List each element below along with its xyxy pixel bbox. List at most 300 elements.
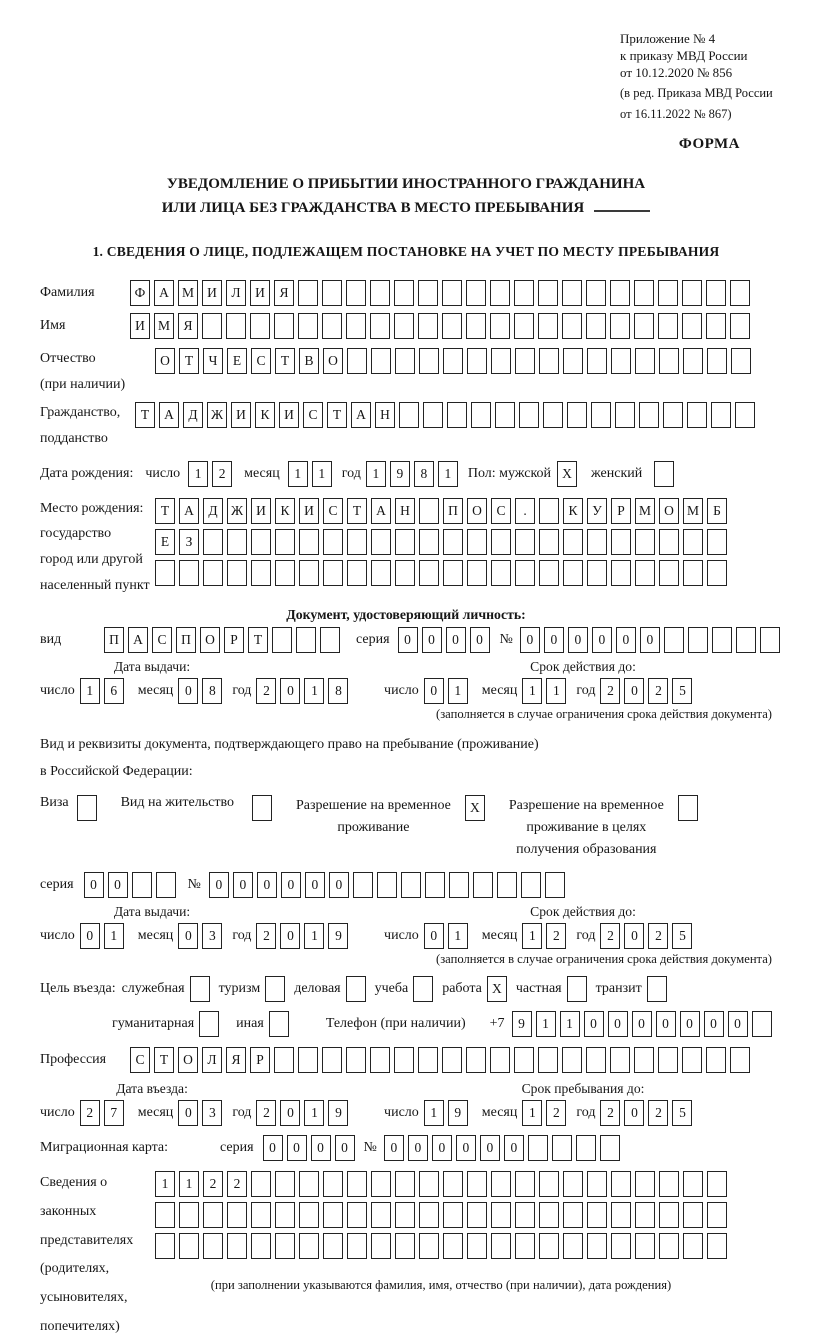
char-box[interactable]: С (152, 627, 172, 653)
char-box[interactable] (707, 529, 727, 555)
char-box[interactable] (299, 1171, 319, 1197)
char-box[interactable] (683, 1171, 703, 1197)
char-box[interactable] (683, 560, 703, 586)
char-box[interactable]: 0 (311, 1135, 331, 1161)
char-box[interactable]: 0 (178, 923, 198, 949)
char-box[interactable] (370, 1047, 390, 1073)
char-box[interactable]: П (176, 627, 196, 653)
char-box[interactable] (322, 280, 342, 306)
char-box[interactable] (371, 529, 391, 555)
char-box[interactable] (545, 872, 565, 898)
char-box[interactable] (634, 313, 654, 339)
char-box[interactable]: 0 (624, 923, 644, 949)
char-box[interactable] (730, 280, 750, 306)
char-box[interactable] (587, 1171, 607, 1197)
char-box[interactable] (539, 1171, 559, 1197)
char-box[interactable] (275, 1202, 295, 1228)
char-box[interactable] (730, 1047, 750, 1073)
char-box[interactable]: 2 (600, 923, 620, 949)
char-box[interactable] (298, 1047, 318, 1073)
char-box[interactable] (543, 402, 563, 428)
char-box[interactable] (615, 402, 635, 428)
char-box[interactable] (659, 1202, 679, 1228)
char-box[interactable] (687, 402, 707, 428)
char-box[interactable]: 0 (408, 1135, 428, 1161)
char-box[interactable]: А (351, 402, 371, 428)
char-box[interactable] (611, 529, 631, 555)
char-box[interactable] (371, 560, 391, 586)
char-box[interactable]: И (251, 498, 271, 524)
char-box[interactable]: 1 (179, 1171, 199, 1197)
char-box[interactable] (683, 1233, 703, 1259)
char-box[interactable]: 1 (546, 678, 566, 704)
char-box[interactable] (298, 313, 318, 339)
char-box[interactable] (515, 1233, 535, 1259)
char-box[interactable]: М (154, 313, 174, 339)
char-box[interactable]: 1 (448, 678, 468, 704)
char-box[interactable] (515, 1202, 535, 1228)
char-box[interactable] (735, 402, 755, 428)
char-box[interactable] (635, 348, 655, 374)
char-box[interactable]: 1 (188, 461, 208, 487)
char-box[interactable] (347, 560, 367, 586)
char-box[interactable]: 0 (592, 627, 612, 653)
char-box[interactable]: 1 (424, 1100, 444, 1126)
char-box[interactable] (203, 560, 223, 586)
char-box[interactable] (586, 313, 606, 339)
char-box[interactable] (682, 280, 702, 306)
char-box[interactable]: 1 (104, 923, 124, 949)
char-box[interactable] (418, 280, 438, 306)
char-box[interactable]: Я (274, 280, 294, 306)
char-box[interactable] (563, 529, 583, 555)
char-box[interactable] (203, 529, 223, 555)
char-box[interactable] (663, 402, 683, 428)
char-box[interactable]: 0 (432, 1135, 452, 1161)
char-box[interactable] (563, 1202, 583, 1228)
char-box[interactable]: Н (395, 498, 415, 524)
char-box[interactable]: 0 (233, 872, 253, 898)
char-box[interactable] (370, 280, 390, 306)
char-box[interactable]: 8 (328, 678, 348, 704)
char-box[interactable]: 0 (178, 1100, 198, 1126)
char-box[interactable]: 9 (328, 923, 348, 949)
char-box[interactable] (202, 313, 222, 339)
char-box[interactable] (514, 313, 534, 339)
char-box[interactable]: 2 (212, 461, 232, 487)
char-box[interactable] (227, 1233, 247, 1259)
char-box[interactable]: 0 (398, 627, 418, 653)
char-box[interactable] (371, 1202, 391, 1228)
char-box[interactable]: Д (203, 498, 223, 524)
char-box[interactable] (299, 1233, 319, 1259)
char-box[interactable]: М (178, 280, 198, 306)
char-box[interactable] (563, 560, 583, 586)
char-box[interactable] (395, 348, 415, 374)
char-box[interactable]: 1 (304, 1100, 324, 1126)
char-box[interactable] (647, 976, 667, 1002)
char-box[interactable] (419, 560, 439, 586)
char-box[interactable] (634, 1047, 654, 1073)
char-box[interactable]: 5 (672, 678, 692, 704)
char-box[interactable] (419, 498, 439, 524)
char-box[interactable] (251, 529, 271, 555)
char-box[interactable] (635, 1171, 655, 1197)
char-box[interactable] (251, 1233, 271, 1259)
char-box[interactable] (395, 1202, 415, 1228)
char-box[interactable]: 7 (104, 1100, 124, 1126)
char-box[interactable]: Т (347, 498, 367, 524)
char-box[interactable] (515, 1171, 535, 1197)
char-box[interactable]: 1 (288, 461, 308, 487)
char-box[interactable]: 1 (560, 1011, 580, 1037)
char-box[interactable]: К (255, 402, 275, 428)
char-box[interactable] (471, 402, 491, 428)
char-box[interactable] (587, 529, 607, 555)
char-box[interactable] (682, 1047, 702, 1073)
char-box[interactable] (226, 313, 246, 339)
char-box[interactable] (600, 1135, 620, 1161)
char-box[interactable]: 0 (568, 627, 588, 653)
char-box[interactable]: Ж (207, 402, 227, 428)
char-box[interactable]: 0 (257, 872, 277, 898)
char-box[interactable] (659, 529, 679, 555)
char-box[interactable] (250, 313, 270, 339)
char-box[interactable]: 9 (512, 1011, 532, 1037)
char-box[interactable]: Ч (203, 348, 223, 374)
char-box[interactable] (707, 560, 727, 586)
char-box[interactable] (323, 560, 343, 586)
char-box[interactable] (519, 402, 539, 428)
char-box[interactable] (678, 795, 698, 821)
char-box[interactable] (322, 313, 342, 339)
char-box[interactable]: Т (154, 1047, 174, 1073)
char-box[interactable] (497, 872, 517, 898)
char-box[interactable]: 1 (522, 1100, 542, 1126)
char-box[interactable] (346, 976, 366, 1002)
char-box[interactable]: О (323, 348, 343, 374)
char-box[interactable] (688, 627, 708, 653)
char-box[interactable] (443, 529, 463, 555)
char-box[interactable]: Я (226, 1047, 246, 1073)
char-box[interactable]: 1 (304, 923, 324, 949)
char-box[interactable]: Т (155, 498, 175, 524)
char-box[interactable]: 0 (632, 1011, 652, 1037)
char-box[interactable] (346, 1047, 366, 1073)
char-box[interactable] (425, 872, 445, 898)
char-box[interactable] (447, 402, 467, 428)
char-box[interactable] (443, 560, 463, 586)
char-box[interactable] (659, 1233, 679, 1259)
char-box[interactable] (731, 348, 751, 374)
char-box[interactable]: Д (183, 402, 203, 428)
char-box[interactable] (635, 1202, 655, 1228)
char-box[interactable]: 5 (672, 923, 692, 949)
char-box[interactable] (449, 872, 469, 898)
char-box[interactable] (347, 1233, 367, 1259)
char-box[interactable] (473, 872, 493, 898)
char-box[interactable]: И (202, 280, 222, 306)
char-box[interactable]: 0 (84, 872, 104, 898)
char-box[interactable]: 0 (544, 627, 564, 653)
char-box[interactable] (587, 560, 607, 586)
char-box[interactable] (552, 1135, 572, 1161)
char-box[interactable] (323, 1233, 343, 1259)
char-box[interactable] (275, 529, 295, 555)
char-box[interactable] (323, 1171, 343, 1197)
char-box[interactable] (467, 529, 487, 555)
char-box[interactable]: 1 (155, 1171, 175, 1197)
char-box[interactable] (156, 872, 176, 898)
char-box[interactable]: 1 (522, 678, 542, 704)
char-box[interactable] (413, 976, 433, 1002)
char-box[interactable] (752, 1011, 772, 1037)
char-box[interactable] (528, 1135, 548, 1161)
char-box[interactable] (610, 280, 630, 306)
char-box[interactable]: И (279, 402, 299, 428)
char-box[interactable] (658, 313, 678, 339)
char-box[interactable]: И (299, 498, 319, 524)
char-box[interactable]: М (683, 498, 703, 524)
char-box[interactable]: 2 (227, 1171, 247, 1197)
char-box[interactable] (320, 627, 340, 653)
char-box[interactable] (394, 280, 414, 306)
char-box[interactable] (610, 313, 630, 339)
char-box[interactable] (265, 976, 285, 1002)
char-box[interactable]: 5 (672, 1100, 692, 1126)
char-box[interactable]: 0 (178, 678, 198, 704)
char-box[interactable] (419, 348, 439, 374)
char-box[interactable]: 1 (522, 923, 542, 949)
char-box[interactable] (610, 1047, 630, 1073)
char-box[interactable]: Т (135, 402, 155, 428)
char-box[interactable]: Б (707, 498, 727, 524)
char-box[interactable]: 0 (656, 1011, 676, 1037)
char-box[interactable]: 2 (256, 1100, 276, 1126)
char-box[interactable] (706, 313, 726, 339)
char-box[interactable] (275, 560, 295, 586)
char-box[interactable] (394, 313, 414, 339)
char-box[interactable]: Ф (130, 280, 150, 306)
char-box[interactable] (443, 348, 463, 374)
char-box[interactable] (538, 313, 558, 339)
char-box[interactable] (199, 1011, 219, 1037)
char-box[interactable]: 2 (648, 1100, 668, 1126)
char-box[interactable]: 6 (104, 678, 124, 704)
char-box[interactable] (442, 313, 462, 339)
char-box[interactable]: Е (155, 529, 175, 555)
char-box[interactable]: 0 (728, 1011, 748, 1037)
char-box[interactable] (521, 872, 541, 898)
char-box[interactable]: М (635, 498, 655, 524)
char-box[interactable] (491, 1233, 511, 1259)
char-box[interactable] (760, 627, 780, 653)
char-box[interactable] (467, 348, 487, 374)
char-box[interactable]: 2 (648, 923, 668, 949)
char-box[interactable]: 3 (202, 923, 222, 949)
char-box[interactable] (563, 1171, 583, 1197)
char-box[interactable] (707, 1233, 727, 1259)
char-box[interactable] (275, 1233, 295, 1259)
char-box[interactable]: К (563, 498, 583, 524)
char-box[interactable] (443, 1202, 463, 1228)
char-box[interactable] (654, 461, 674, 487)
char-box[interactable]: О (200, 627, 220, 653)
char-box[interactable]: К (275, 498, 295, 524)
char-box[interactable] (299, 560, 319, 586)
char-box[interactable]: В (299, 348, 319, 374)
char-box[interactable]: 2 (648, 678, 668, 704)
char-box[interactable] (515, 348, 535, 374)
char-box[interactable] (323, 529, 343, 555)
char-box[interactable]: О (155, 348, 175, 374)
char-box[interactable] (491, 348, 511, 374)
char-box[interactable]: А (179, 498, 199, 524)
char-box[interactable] (179, 560, 199, 586)
char-box[interactable]: 0 (280, 1100, 300, 1126)
char-box[interactable]: Л (202, 1047, 222, 1073)
char-box[interactable]: 2 (546, 1100, 566, 1126)
char-box[interactable]: 2 (256, 678, 276, 704)
char-box[interactable]: 0 (504, 1135, 524, 1161)
char-box[interactable] (467, 1202, 487, 1228)
char-box[interactable]: С (491, 498, 511, 524)
char-box[interactable] (299, 529, 319, 555)
char-box[interactable] (567, 976, 587, 1002)
char-box[interactable]: 0 (263, 1135, 283, 1161)
char-box[interactable] (347, 348, 367, 374)
char-box[interactable]: 9 (390, 461, 410, 487)
char-box[interactable] (563, 1233, 583, 1259)
char-box[interactable]: 8 (202, 678, 222, 704)
char-box[interactable] (371, 1171, 391, 1197)
char-box[interactable] (179, 1233, 199, 1259)
char-box[interactable]: Р (224, 627, 244, 653)
char-box[interactable] (419, 1202, 439, 1228)
char-box[interactable]: О (178, 1047, 198, 1073)
char-box[interactable] (370, 313, 390, 339)
char-box[interactable] (515, 529, 535, 555)
char-box[interactable] (395, 529, 415, 555)
char-box[interactable]: X (557, 461, 577, 487)
char-box[interactable] (562, 313, 582, 339)
char-box[interactable] (730, 313, 750, 339)
char-box[interactable] (683, 529, 703, 555)
char-box[interactable]: 9 (448, 1100, 468, 1126)
char-box[interactable] (514, 1047, 534, 1073)
char-box[interactable] (371, 1233, 391, 1259)
char-box[interactable] (353, 872, 373, 898)
char-box[interactable] (419, 529, 439, 555)
char-box[interactable] (491, 1202, 511, 1228)
char-box[interactable]: 0 (608, 1011, 628, 1037)
char-box[interactable]: 0 (80, 923, 100, 949)
char-box[interactable] (252, 795, 272, 821)
char-box[interactable] (495, 402, 515, 428)
char-box[interactable] (251, 1202, 271, 1228)
char-box[interactable]: 2 (546, 923, 566, 949)
char-box[interactable] (562, 280, 582, 306)
char-box[interactable]: Ж (227, 498, 247, 524)
char-box[interactable] (539, 498, 559, 524)
char-box[interactable] (203, 1233, 223, 1259)
char-box[interactable] (562, 1047, 582, 1073)
char-box[interactable] (707, 1202, 727, 1228)
char-box[interactable] (371, 348, 391, 374)
char-box[interactable]: 2 (80, 1100, 100, 1126)
char-box[interactable] (491, 529, 511, 555)
char-box[interactable] (347, 1171, 367, 1197)
char-box[interactable]: 0 (422, 627, 442, 653)
char-box[interactable]: П (443, 498, 463, 524)
char-box[interactable]: 0 (470, 627, 490, 653)
char-box[interactable]: 0 (424, 923, 444, 949)
char-box[interactable] (683, 348, 703, 374)
char-box[interactable]: Т (179, 348, 199, 374)
char-box[interactable] (538, 1047, 558, 1073)
char-box[interactable] (586, 280, 606, 306)
char-box[interactable] (611, 1233, 631, 1259)
char-box[interactable] (418, 313, 438, 339)
char-box[interactable] (706, 280, 726, 306)
char-box[interactable]: А (371, 498, 391, 524)
char-box[interactable] (419, 1233, 439, 1259)
char-box[interactable] (539, 529, 559, 555)
char-box[interactable] (296, 627, 316, 653)
char-box[interactable]: П (104, 627, 124, 653)
char-box[interactable]: Л (226, 280, 246, 306)
char-box[interactable]: 1 (312, 461, 332, 487)
char-box[interactable] (132, 872, 152, 898)
char-box[interactable]: 0 (384, 1135, 404, 1161)
char-box[interactable] (322, 1047, 342, 1073)
char-box[interactable]: 3 (202, 1100, 222, 1126)
char-box[interactable] (274, 1047, 294, 1073)
char-box[interactable] (399, 402, 419, 428)
char-box[interactable]: У (587, 498, 607, 524)
char-box[interactable] (563, 348, 583, 374)
char-box[interactable] (395, 560, 415, 586)
char-box[interactable] (587, 1233, 607, 1259)
char-box[interactable] (418, 1047, 438, 1073)
char-box[interactable] (274, 313, 294, 339)
char-box[interactable] (423, 402, 443, 428)
char-box[interactable]: X (465, 795, 485, 821)
char-box[interactable] (443, 1171, 463, 1197)
char-box[interactable]: С (251, 348, 271, 374)
char-box[interactable] (394, 1047, 414, 1073)
char-box[interactable]: О (659, 498, 679, 524)
char-box[interactable] (736, 627, 756, 653)
char-box[interactable]: 0 (280, 678, 300, 704)
char-box[interactable]: 2 (203, 1171, 223, 1197)
char-box[interactable] (586, 1047, 606, 1073)
char-box[interactable] (155, 1233, 175, 1259)
char-box[interactable]: 0 (456, 1135, 476, 1161)
char-box[interactable] (611, 1171, 631, 1197)
char-box[interactable] (587, 1202, 607, 1228)
char-box[interactable]: 0 (424, 678, 444, 704)
char-box[interactable] (635, 1233, 655, 1259)
char-box[interactable]: Я (178, 313, 198, 339)
char-box[interactable]: Р (250, 1047, 270, 1073)
char-box[interactable] (706, 1047, 726, 1073)
char-box[interactable] (442, 280, 462, 306)
char-box[interactable]: 1 (536, 1011, 556, 1037)
char-box[interactable]: Р (611, 498, 631, 524)
char-box[interactable]: 0 (624, 1100, 644, 1126)
char-box[interactable] (634, 280, 654, 306)
